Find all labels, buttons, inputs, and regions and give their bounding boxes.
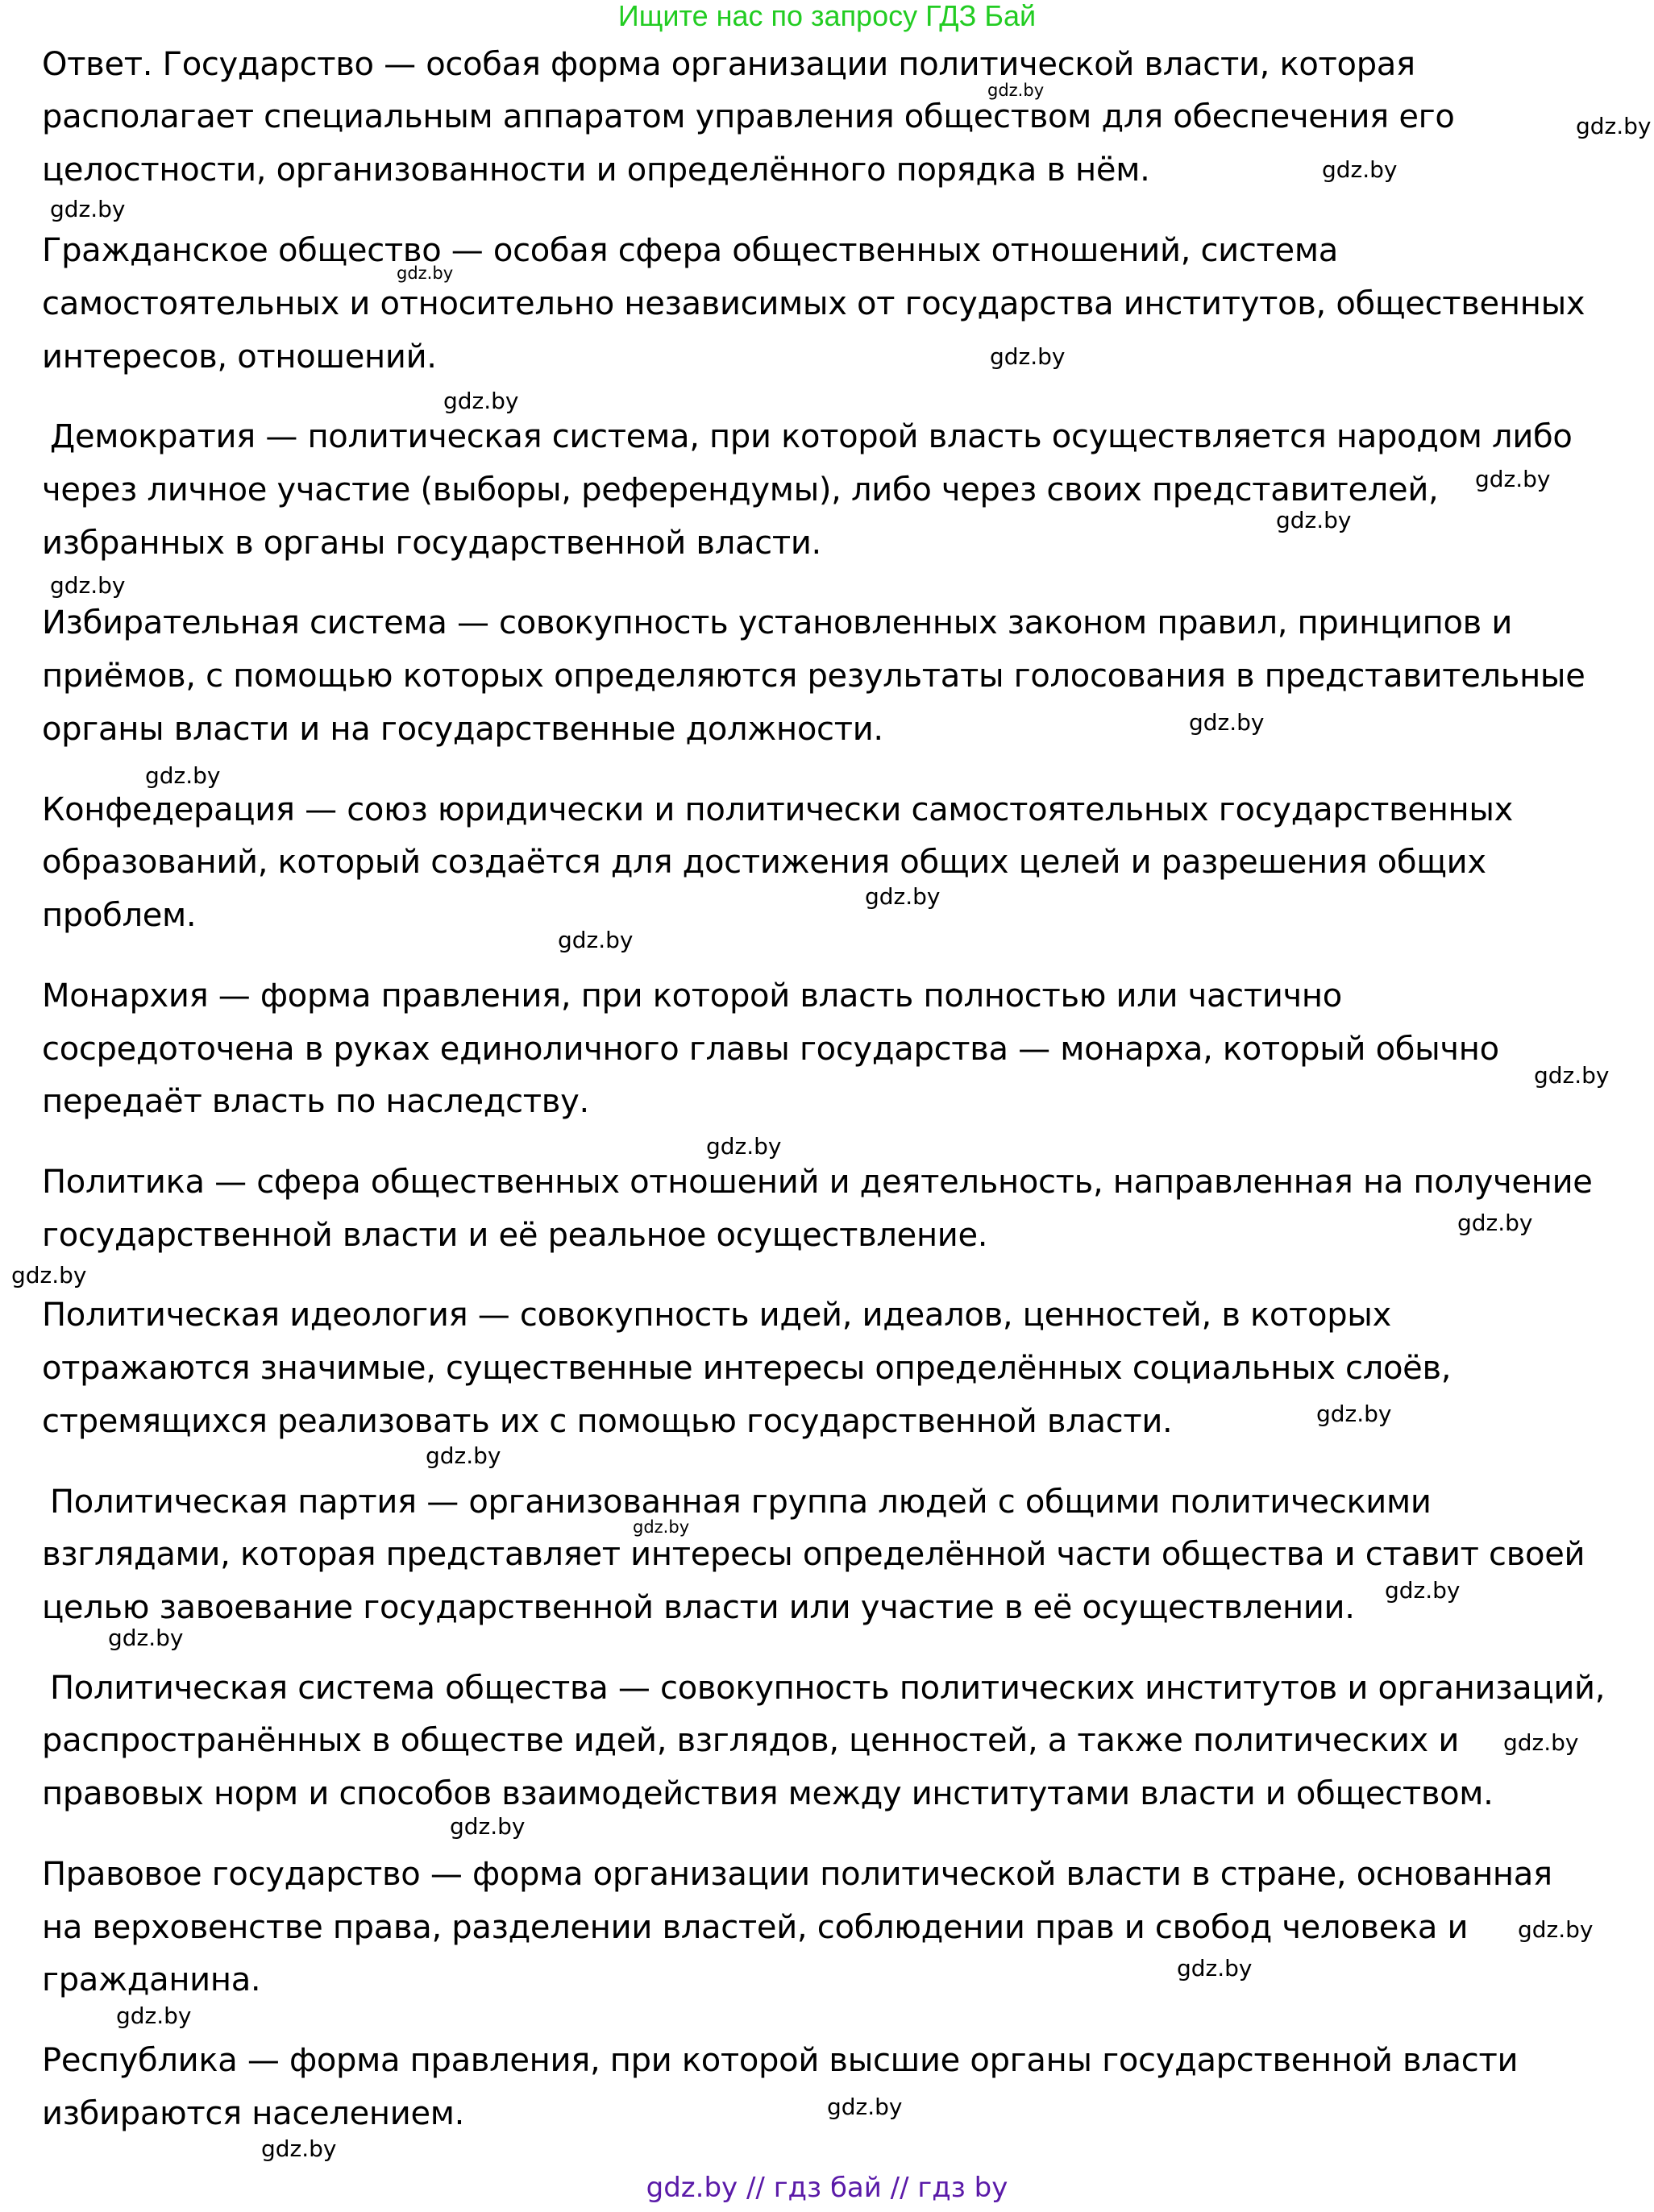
text-line: отражаются значимые, существенные интересы определённых социальных слоёв,: [42, 1350, 1452, 1387]
watermark: gdz.by: [706, 1133, 782, 1160]
watermark: gdz.by: [261, 2135, 337, 2162]
watermark: gdz.by: [50, 196, 126, 222]
text-line: Политика — сфера общественных отношений и деятельность, направленная на получение: [42, 1164, 1593, 1201]
text-line: располагает специальным аппаратом управления обществом для обеспечения его: [42, 98, 1455, 135]
watermark: gdz.by: [1189, 709, 1265, 736]
text-line: Политическая партия — организованная группа людей с общими политическими: [50, 1484, 1432, 1521]
text-line: государственной власти и её реальное осуществление.: [42, 1217, 988, 1254]
top-banner: Ищите нас по запросу ГДЗ Бай: [617, 0, 1037, 32]
watermark: gdz.by: [1177, 1955, 1253, 1982]
watermark: gdz.by: [1534, 1062, 1610, 1089]
watermark: gdz.by: [558, 927, 634, 953]
text-line: Политическая система общества — совокупность политических институтов и организаций,: [50, 1670, 1606, 1707]
text-line: Избирательная система — совокупность установленных законом правил, принципов и: [42, 604, 1513, 641]
text-line: гражданина.: [42, 1961, 261, 1998]
text-line: Конфедерация — союз юридически и политически самостоятельных государственных: [42, 791, 1514, 828]
watermark: gdz.by: [426, 1442, 501, 1469]
text-line: Монархия — форма правления, при которой власть полностью или частично: [42, 977, 1342, 1015]
text-line: Политическая идеология — совокупность идей, идеалов, ценностей, в которых: [42, 1297, 1391, 1334]
watermark: gdz.by: [1475, 466, 1551, 492]
text-line: избранных в органы государственной власти.: [42, 525, 821, 562]
watermark: gdz.by: [1576, 113, 1652, 139]
text-line: избираются населением.: [42, 2095, 465, 2132]
text-line: взглядами, которая представляет интересы определённой части общества и ставит своей: [42, 1536, 1585, 1573]
watermark: gdz.by: [987, 81, 1045, 100]
watermark: gdz.by: [865, 883, 941, 910]
text-line: проблем.: [42, 897, 197, 934]
text-line: сосредоточена в руках единоличного главы государства — монарха, который обычно: [42, 1031, 1499, 1068]
watermark: gdz.by: [1322, 156, 1398, 183]
watermark: gdz.by: [1276, 507, 1352, 533]
watermark: gdz.by: [397, 264, 454, 283]
watermark: gdz.by: [450, 1813, 526, 1840]
watermark: gdz.by: [108, 1625, 184, 1651]
watermark: gdz.by: [1457, 1210, 1533, 1236]
text-line: Правовое государство — форма организации политической власти в стране, основанная: [42, 1856, 1552, 1893]
watermark: gdz.by: [1316, 1401, 1392, 1427]
footer-links: gdz.by // гдз бай // гдз by: [646, 2172, 1008, 2204]
text-line: Демократия — политическая система, при которой власть осуществляется народом либо: [50, 418, 1573, 455]
watermark: gdz.by: [145, 762, 221, 789]
watermark: gdz.by: [443, 388, 519, 414]
watermark: gdz.by: [50, 572, 126, 599]
watermark: gdz.by: [116, 2002, 192, 2029]
text-line: передаёт власть по наследству.: [42, 1083, 589, 1120]
text-line: органы власти и на государственные должности.: [42, 711, 883, 748]
watermark: gdz.by: [633, 1517, 690, 1537]
watermark: gdz.by: [1503, 1729, 1579, 1756]
text-line: приёмов, с помощью которых определяются результаты голосования в представительные: [42, 658, 1585, 695]
text-line: Ответ. Государство — особая форма организации политической власти, которая: [42, 46, 1415, 83]
text-line: целостности, организованности и определённого порядка в нём.: [42, 151, 1150, 189]
text-line: на верховенстве права, разделении властей, соблюдении прав и свобод человека и: [42, 1909, 1469, 1946]
text-line: распространённых в обществе идей, взглядов, ценностей, а также политических и: [42, 1722, 1460, 1759]
watermark: gdz.by: [1518, 1916, 1594, 1943]
text-line: через личное участие (выборы, референдумы), либо через своих представителей,: [42, 471, 1439, 508]
text-line: интересов, отношений.: [42, 338, 437, 376]
text-line: образований, который создаётся для достижения общих целей и разрешения общих: [42, 844, 1486, 881]
watermark: gdz.by: [827, 2094, 903, 2120]
text-line: самостоятельных и относительно независимых от государства институтов, общественных: [42, 285, 1585, 322]
watermark: gdz.by: [1385, 1577, 1461, 1604]
text-line: Гражданское общество — особая сфера общественных отношений, система: [42, 232, 1338, 269]
text-line: целью завоевание государственной власти или участие в её осуществлении.: [42, 1589, 1355, 1626]
text-line: Республика — форма правления, при которой высшие органы государственной власти: [42, 2042, 1519, 2079]
text-line: стремящихся реализовать их с помощью государственной власти.: [42, 1403, 1173, 1440]
watermark: gdz.by: [990, 343, 1066, 370]
watermark: gdz.by: [11, 1262, 87, 1289]
text-line: правовых норм и способов взаимодействия между институтами власти и обществом.: [42, 1775, 1494, 1812]
